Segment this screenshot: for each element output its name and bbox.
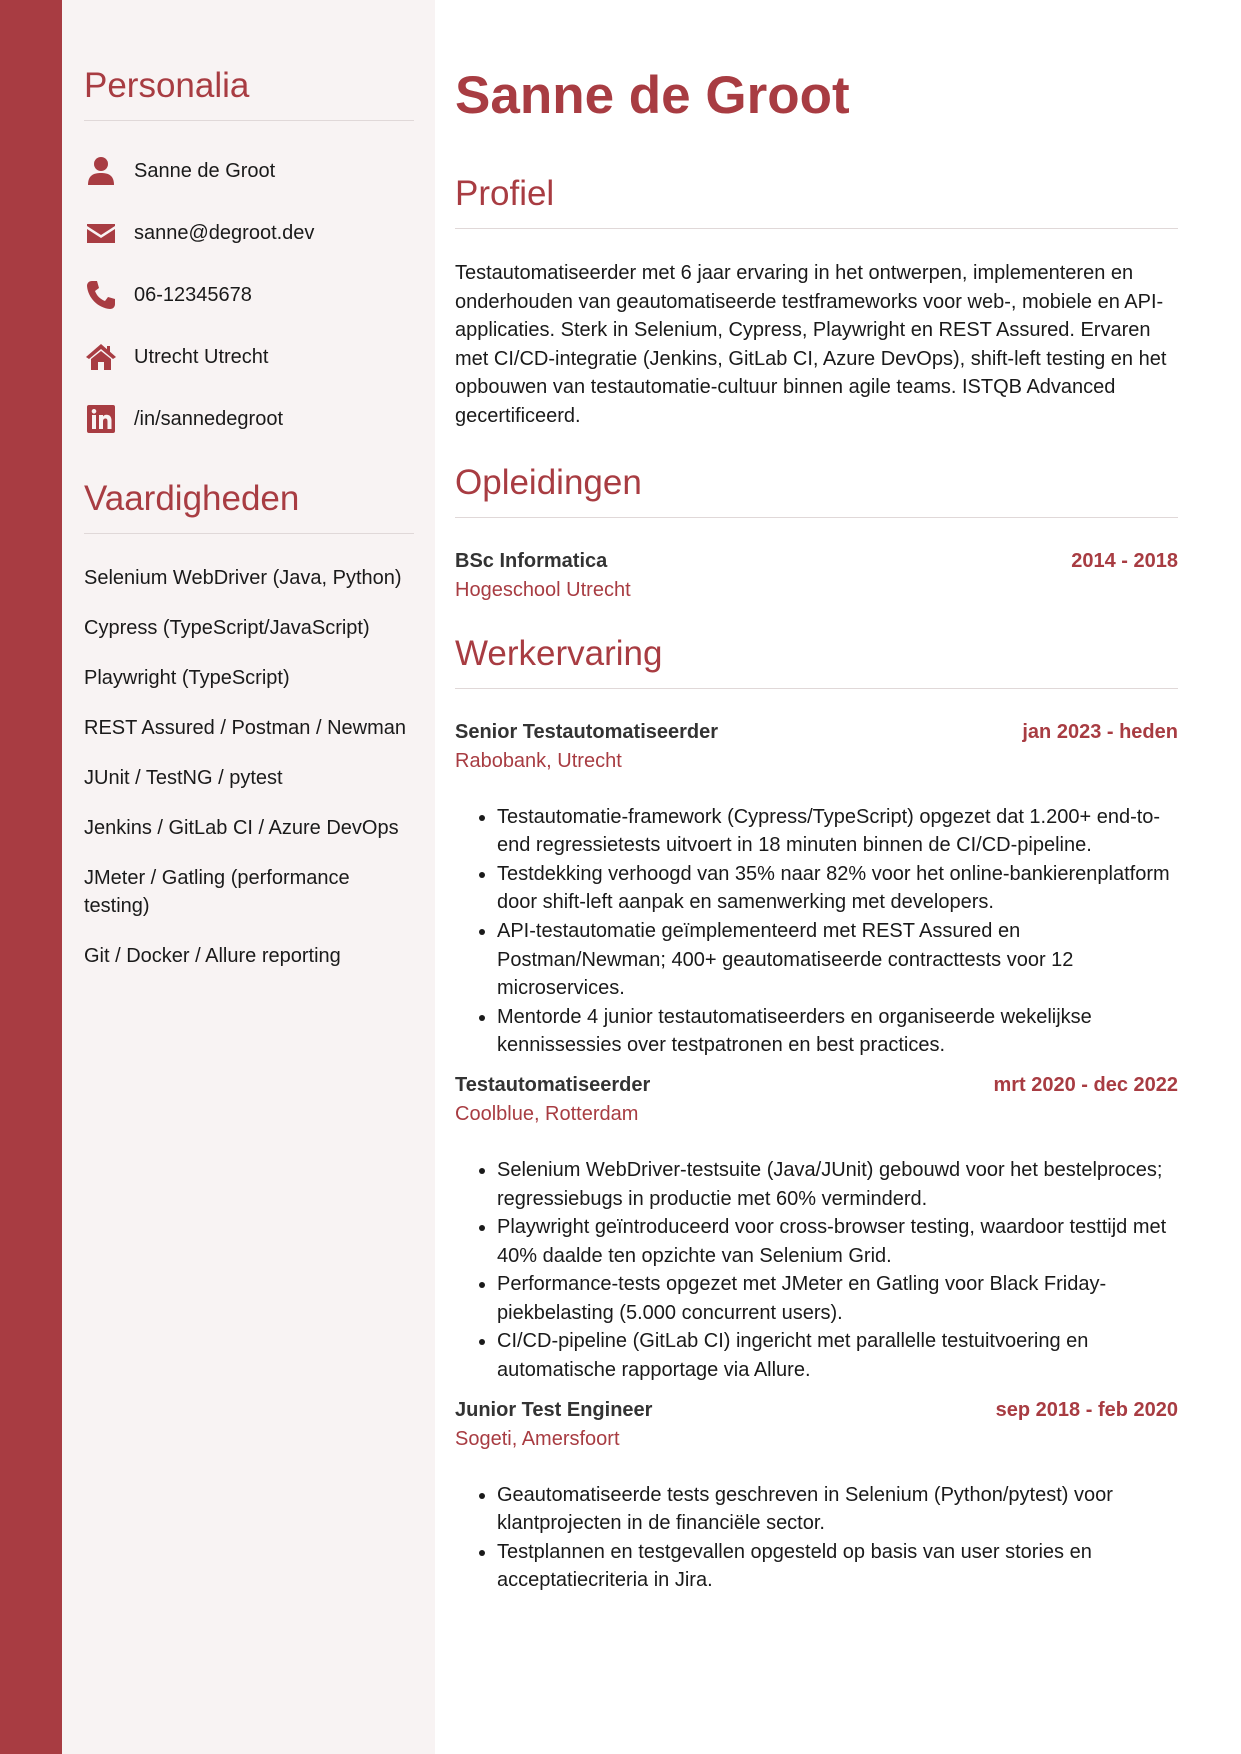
job-bullets: [455, 1481, 1178, 1595]
job-bullet: • API-testautomatie geïmplementeerd met REST Assured en Postman/Newman; 400+ geautomatiseerde contracttests voor 12 microservices.: [497, 917, 1178, 1003]
skill-item: Jenkins / GitLab CI / Azure DevOps: [84, 817, 399, 839]
job-title: Junior Test Engineer: [455, 1398, 653, 1421]
job-entry: [455, 1399, 1178, 1595]
skill-item: Git / Docker / Allure reporting: [84, 945, 341, 967]
job-company: Rabobank, Utrecht: [455, 749, 622, 772]
user-icon: [84, 154, 118, 188]
skill-item: JMeter / Gatling (performance testing): [84, 867, 350, 917]
home-icon: [84, 340, 118, 374]
main-content: [455, 62, 1178, 1595]
personalia-heading: Personalia: [84, 66, 414, 121]
skill-item: REST Assured / Postman / Newman: [84, 717, 406, 739]
job-bullet: • Performance-tests opgezet met JMeter en Gatling voor Black Friday-piekbelasting (5.000 concurrent users).: [497, 1270, 1178, 1327]
work-heading: Werkervaring: [455, 634, 1178, 689]
contact-phone: [84, 275, 414, 315]
job-title: Testautomatiseerder: [455, 1073, 651, 1096]
profile-text: Testautomatiseerder met 6 jaar ervaring in het ontwerpen, implementeren en onderhouden van geautomatiseerde testframeworks voor web-, mobiele en API-applicaties. Sterk in Selenium, Cypress, Playwright en REST Assured. Ervaren met CI/CD-integratie (Jenkins, GitLab CI, Azure DevOps), shift-left testing en het opbouwen van testautomatie-cultuur binnen agile teams. ISTQB Advanced gecertificeerd.: [455, 262, 1167, 427]
job-title: Senior Testautomatiseerder: [455, 720, 719, 743]
job-company: Sogeti, Amersfoort: [455, 1427, 620, 1450]
phone-icon: [84, 278, 118, 312]
skill-item: JUnit / TestNG / pytest: [84, 767, 283, 789]
job-company: Coolblue, Rotterdam: [455, 1102, 639, 1125]
job-bullet: • CI/CD-pipeline (GitLab CI) ingericht met parallelle testuitvoering en automatische rapportage via Allure.: [497, 1327, 1178, 1384]
skill-item: Cypress (TypeScript/JavaScript): [84, 617, 370, 639]
candidate-name: Sanne de Groot: [455, 66, 850, 125]
job-date: jan 2023 - heden: [1022, 720, 1178, 743]
contact-name-text: Sanne de Groot: [134, 159, 276, 182]
job-bullets: [455, 1156, 1178, 1385]
skill-item: Playwright (TypeScript): [84, 667, 290, 689]
job-entry: [455, 1074, 1178, 1385]
skill-item: Selenium WebDriver (Java, Python): [84, 567, 402, 589]
contact-location-text: Utrecht Utrecht: [134, 345, 269, 368]
education-date: 2014 - 2018: [1071, 549, 1178, 572]
job-bullet: • Geautomatiseerde tests geschreven in Selenium (Python/pytest) voor klantprojecten in de financiële sector.: [497, 1481, 1178, 1538]
contact-name: [84, 151, 414, 191]
job-date: sep 2018 - feb 2020: [995, 1398, 1178, 1421]
job-bullet: • Mentorde 4 junior testautomatiseerders en organiseerde wekelijkse kennissessies over testpatronen en best practices.: [497, 1003, 1178, 1060]
sidebar: [62, 0, 435, 1754]
job-bullet: • Testplannen en testgevallen opgesteld op basis van user stories en acceptatiecriteria in Jira.: [497, 1538, 1178, 1595]
education-heading: Opleidingen: [455, 463, 1178, 518]
envelope-icon: [84, 216, 118, 250]
contact-location: [84, 337, 414, 377]
job-entry: [455, 721, 1178, 1060]
contact-list: [84, 151, 414, 439]
skills-list: [84, 564, 414, 970]
profile-heading: Profiel: [455, 174, 1178, 229]
job-bullet: • Testautomatie-framework (Cypress/TypeScript) opgezet dat 1.200+ end-to-end regressietests uitvoert in 18 minuten binnen de CI/CD-pipeline.: [497, 803, 1178, 860]
job-bullet: • Testdekking verhoogd van 35% naar 82% voor het online-bankierenplatform door shift-left aanpak en samenwerking met developers.: [497, 860, 1178, 917]
linkedin-icon: [84, 402, 118, 436]
job-bullet: • Selenium WebDriver-testsuite (Java/JUnit) gebouwd voor het bestelproces; regressiebugs in productie met 60% verminderd.: [497, 1156, 1178, 1213]
contact-email: [84, 213, 414, 253]
education-entry: [455, 550, 1178, 602]
skills-heading: Vaardigheden: [84, 479, 414, 534]
contact-linkedin-text[interactable]: /in/sannedegroot: [134, 407, 284, 430]
education-school: Hogeschool Utrecht: [455, 578, 631, 601]
contact-phone-text: 06-12345678: [134, 283, 252, 306]
contact-linkedin: [84, 399, 414, 439]
job-date: mrt 2020 - dec 2022: [993, 1073, 1178, 1096]
job-bullet: • Playwright geïntroduceerd voor cross-browser testing, waardoor testtijd met 40% daalde ten opzichte van Selenium Grid.: [497, 1213, 1178, 1270]
job-bullets: [455, 803, 1178, 1060]
education-title: BSc Informatica: [455, 549, 608, 572]
accent-bar: [0, 0, 62, 1754]
contact-email-text[interactable]: sanne@degroot.dev: [134, 221, 315, 244]
